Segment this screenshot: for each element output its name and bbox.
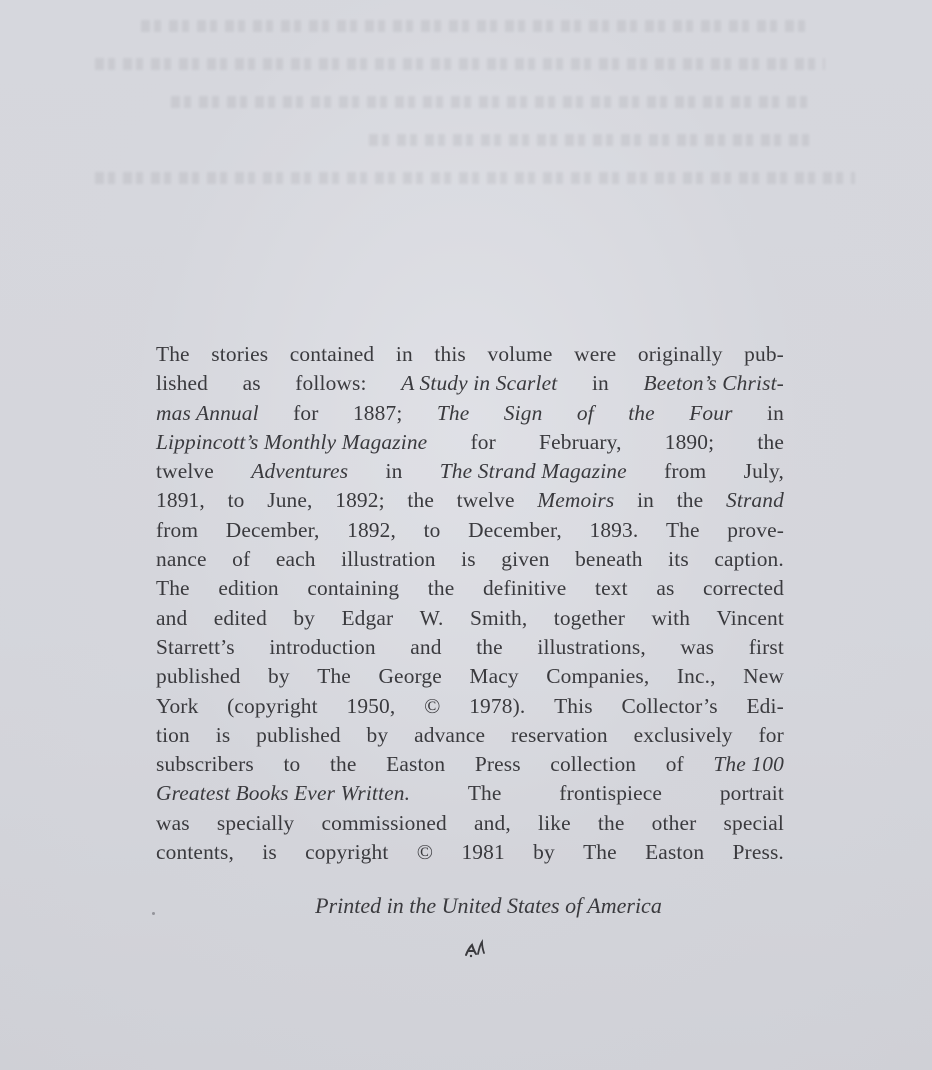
word: 1978).	[469, 693, 526, 718]
word: Easton	[386, 752, 446, 777]
paragraph-line	[156, 516, 784, 545]
word: The	[156, 576, 190, 601]
word: twelve	[456, 488, 515, 513]
word: in	[637, 488, 655, 513]
word: is	[262, 840, 277, 865]
word: of	[665, 752, 684, 777]
word: Edi-	[746, 693, 784, 718]
paragraph-line	[156, 692, 784, 721]
word: portrait	[719, 781, 784, 806]
word: contained	[289, 342, 375, 366]
word: The	[156, 342, 190, 366]
word: of	[232, 547, 251, 572]
paragraph-line	[156, 662, 784, 691]
word: from	[156, 517, 199, 542]
word: illustrations,	[537, 634, 646, 659]
word: lished	[156, 371, 208, 396]
word: February,	[539, 429, 622, 454]
paragraph-line	[156, 428, 784, 457]
paragraph-line	[156, 340, 784, 369]
italic-title-text: the	[628, 400, 655, 425]
copyright-paragraph	[156, 340, 784, 867]
word: frontispiece	[559, 781, 663, 806]
word: December,	[225, 517, 320, 542]
word: and	[156, 605, 188, 630]
word: for	[758, 722, 784, 747]
word: prove-	[727, 517, 784, 542]
word: and	[410, 634, 442, 659]
word: New	[743, 664, 784, 689]
word: ©	[416, 840, 434, 865]
word: originally	[637, 342, 723, 366]
word: given	[501, 547, 550, 572]
word: W.	[419, 605, 444, 630]
word: Press	[474, 752, 521, 777]
word: George	[378, 664, 442, 689]
italic-title-text: The 100	[713, 752, 784, 777]
paragraph-line	[156, 604, 784, 633]
word: The	[317, 664, 351, 689]
word: Smith,	[469, 605, 528, 630]
word: 1893.	[589, 517, 639, 542]
word: beneath	[575, 547, 643, 572]
italic-title-text: Strand	[726, 488, 784, 513]
paragraph-line	[156, 399, 784, 428]
word: is	[215, 722, 231, 747]
word: edited	[213, 605, 267, 630]
word: by	[366, 722, 389, 747]
word: pub-	[744, 342, 784, 366]
word: to	[423, 517, 441, 542]
word: introduction	[269, 634, 376, 659]
word: York	[156, 693, 199, 718]
word: follows:	[295, 371, 367, 396]
paragraph-line	[156, 486, 784, 515]
word: tion	[156, 722, 190, 747]
word: 1891,	[156, 488, 205, 513]
paragraph-line	[156, 545, 784, 574]
word: by	[268, 664, 290, 689]
word: like	[538, 810, 571, 835]
word: June,	[267, 488, 313, 513]
word: July,	[743, 459, 784, 484]
italic-title-text: The	[436, 400, 470, 425]
word: the	[757, 429, 784, 454]
word: 1981	[461, 840, 505, 865]
paragraph-line	[156, 721, 784, 750]
word: The	[583, 840, 617, 865]
word: The	[665, 517, 700, 542]
word: Inc.,	[676, 664, 716, 689]
word: as	[656, 576, 675, 601]
word: the	[676, 488, 704, 513]
word: Edgar	[341, 605, 394, 630]
italic-title-text: The Strand Magazine	[439, 459, 627, 484]
word: each	[275, 547, 316, 572]
word: together	[553, 605, 626, 630]
word: commissioned	[321, 810, 447, 835]
word: The	[467, 781, 502, 806]
word: exclusively	[633, 722, 733, 747]
word: in	[591, 371, 609, 396]
word: illustration	[341, 547, 436, 572]
word: advance	[414, 722, 486, 747]
word: (copyright	[227, 693, 318, 718]
paragraph-line	[156, 457, 784, 486]
italic-title-text: Beeton’s Christ-	[643, 371, 784, 396]
word: Collector’s	[621, 693, 718, 718]
printed-in-line: Printed in the United States of America	[315, 893, 662, 918]
word: to	[283, 752, 301, 777]
word: Easton	[645, 840, 705, 865]
paragraph-line	[156, 750, 784, 779]
word: reservation	[511, 722, 608, 747]
word: edition	[218, 576, 279, 601]
italic-title-text: A Study in Scarlet	[401, 371, 558, 396]
word: specially	[216, 810, 295, 835]
ornament-icon	[462, 938, 488, 960]
word: its	[668, 547, 689, 572]
word: collection	[550, 752, 637, 777]
word: containing	[307, 576, 400, 601]
word: 1892,	[347, 517, 396, 542]
word: twelve	[156, 459, 214, 484]
paragraph-line	[156, 369, 784, 398]
word: corrected	[703, 576, 784, 601]
word: Vincent	[716, 605, 784, 630]
italic-title-text: Memoirs	[537, 488, 615, 513]
word: from	[664, 459, 707, 484]
word: in	[395, 342, 413, 366]
italic-title-text: Greatest Books Ever Written.	[156, 781, 411, 806]
word: Companies,	[546, 664, 650, 689]
word: 1887;	[352, 400, 403, 425]
word: other	[651, 810, 697, 835]
word: published	[256, 722, 341, 747]
word: 1892;	[335, 488, 385, 513]
word: special	[723, 810, 784, 835]
word: definitive	[482, 576, 567, 601]
word: 1890;	[664, 429, 715, 454]
word: the	[407, 488, 434, 513]
word: in	[385, 459, 403, 484]
word: caption.	[714, 547, 784, 572]
word: contents,	[156, 840, 234, 865]
word: 1950,	[346, 693, 396, 718]
word: first	[748, 634, 784, 659]
word: to	[227, 488, 245, 513]
word: for	[293, 400, 319, 425]
word: ©	[424, 693, 441, 718]
word: the	[329, 752, 357, 777]
word: for	[470, 429, 496, 454]
word: text	[595, 576, 628, 601]
word: as	[242, 371, 261, 396]
word: Starrett’s	[156, 634, 235, 659]
word: was	[680, 634, 715, 659]
word: by	[293, 605, 316, 630]
word: were	[574, 342, 617, 366]
word: subscribers	[156, 752, 254, 777]
word: was	[156, 810, 190, 835]
italic-title-text: Sign	[503, 400, 543, 425]
paragraph-line	[156, 809, 784, 838]
italic-title-text: mas Annual	[156, 400, 259, 425]
paragraph-line	[156, 779, 784, 808]
word: this	[434, 342, 466, 366]
italic-title-text: Adventures	[251, 459, 349, 484]
word: Press.	[732, 840, 784, 865]
word: stories	[211, 342, 269, 366]
word: December,	[468, 517, 562, 542]
word: the	[427, 576, 455, 601]
italic-title-text: Lippincott’s Monthly Magazine	[156, 429, 428, 454]
word: in	[767, 400, 784, 425]
word: nance	[156, 547, 207, 572]
word: published	[156, 664, 241, 689]
word: and,	[474, 810, 511, 835]
word: the	[597, 810, 625, 835]
word: copyright	[305, 840, 389, 865]
italic-title-text: Four	[689, 400, 733, 425]
word: by	[533, 840, 555, 865]
word: This	[554, 693, 593, 718]
paragraph-line	[156, 633, 784, 662]
word: volume	[487, 342, 553, 366]
italic-title-text: of	[576, 400, 594, 425]
word: Macy	[469, 664, 519, 689]
word: with	[651, 605, 691, 630]
word: the	[476, 634, 503, 659]
word: is	[461, 547, 476, 572]
paragraph-line	[156, 838, 784, 867]
show-through-ghost-text	[95, 20, 855, 250]
paragraph-line	[156, 574, 784, 603]
